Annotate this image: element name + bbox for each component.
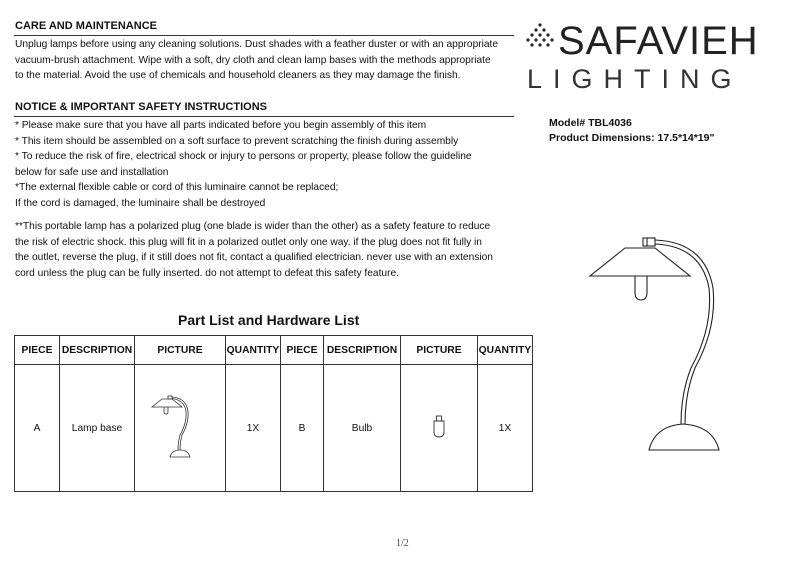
- piece-a: A: [15, 365, 60, 492]
- lamp-thumbnail-icon: [150, 395, 210, 459]
- plug-line: **This portable lamp has a polarized plug (one blade is wider than the other) as a safety feature to reduce: [15, 221, 491, 232]
- table-row: [15, 365, 533, 492]
- bulb-icon: [431, 415, 447, 439]
- product-info: [549, 116, 714, 146]
- care-line: to the material. Avoid the use of chemicals and household cleaners as they may damage the finish.: [15, 70, 461, 82]
- quantity-b: 1X: [478, 365, 533, 492]
- model-number: Model# TBL4036: [549, 117, 632, 129]
- plug-line: cord unless the plug can be fully inserted. do not attempt to defeat this safety feature.: [15, 267, 399, 279]
- header-picture: PICTURE: [401, 336, 478, 365]
- header-piece: PIECE: [15, 336, 60, 365]
- page-number: 1/2: [396, 538, 409, 549]
- description-b: Bulb: [324, 365, 401, 492]
- table-header-row: [15, 336, 533, 365]
- safety-line: * To reduce the risk of fire, electrical shock or injury to persons or property, please follow the guideline: [15, 151, 472, 163]
- diamond-dots-logo-icon: [524, 22, 556, 58]
- part-list-title: Part List and Hardware List: [178, 312, 360, 328]
- plug-line: the risk of electric shock. this plug will fit in a polarized outlet only one way. if the plug does not fit fully in: [15, 236, 482, 248]
- safety-line: *The external flexible cable or cord of this luminaire cannot be replaced;: [15, 182, 339, 194]
- header-description: DESCRIPTION: [60, 336, 135, 365]
- header-quantity: QUANTITY: [226, 336, 281, 365]
- care-text: [15, 37, 498, 84]
- safety-line: * Please make sure that you have all parts indicated before you begin assembly of this item: [15, 120, 427, 131]
- brand-subtitle: LIGHTING: [527, 64, 743, 94]
- divider: [14, 35, 514, 36]
- care-heading: CARE AND MAINTENANCE: [15, 20, 157, 32]
- safety-text: [15, 118, 472, 212]
- divider: [14, 116, 514, 117]
- care-line: vacuum-brush attachment. Wipe with a soft, dry cloth and clean lamp bases with the methods appropriate: [15, 54, 491, 66]
- piece-b: B: [281, 365, 324, 492]
- header-picture: PICTURE: [135, 336, 226, 365]
- desk-lamp-illustration: [585, 228, 755, 460]
- plug-line: the outlet, reverse the plug, if it still does not fit, contact a qualified electrician. never use with an extension: [15, 252, 493, 264]
- plug-text: [15, 219, 493, 281]
- safety-heading: NOTICE & IMPORTANT SAFETY INSTRUCTIONS: [15, 101, 267, 113]
- header-quantity: QUANTITY: [478, 336, 533, 365]
- header-description: DESCRIPTION: [324, 336, 401, 365]
- description-a: Lamp base: [60, 365, 135, 492]
- product-dimensions: Product Dimensions: 17.5*14*19": [549, 132, 715, 144]
- picture-b: [401, 365, 478, 492]
- care-line: Unplug lamps before using any cleaning solutions. Dust shades with a feather duster or with an appropriate: [15, 39, 499, 50]
- header-piece: PIECE: [281, 336, 324, 365]
- quantity-a: 1X: [226, 365, 281, 492]
- brand-name: SAFAVIEH: [558, 19, 759, 63]
- picture-a: [135, 365, 226, 492]
- safety-line: If the cord is damaged, the luminaire shall be destroyed: [15, 197, 266, 209]
- parts-table: [14, 335, 533, 492]
- safety-line: * This item should be assembled on a soft surface to prevent scratching the finish during assembly: [15, 135, 459, 147]
- safety-line: below for safe use and installation: [15, 166, 169, 178]
